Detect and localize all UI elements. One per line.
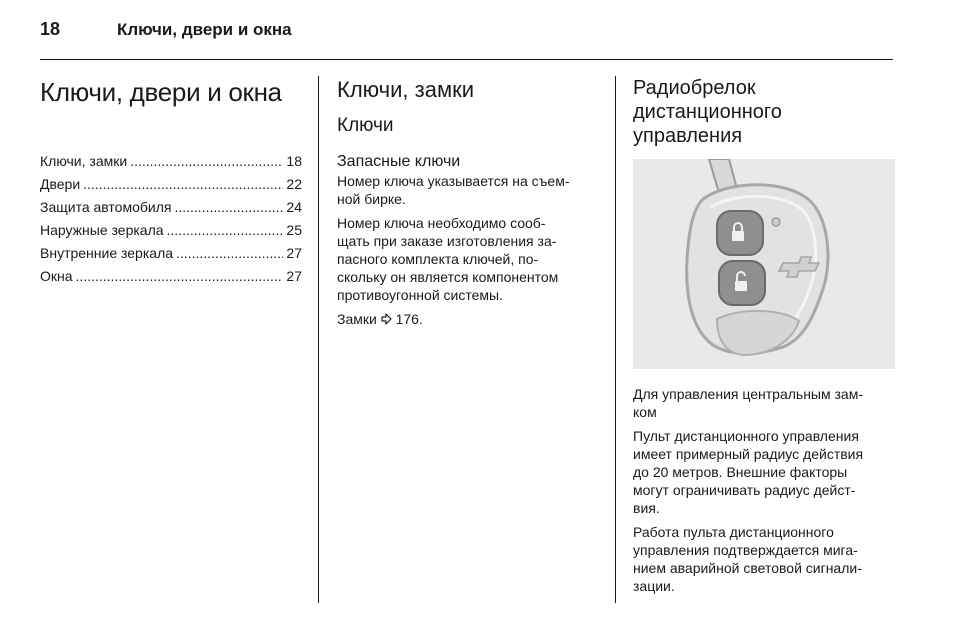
toc-entry-page: 25 [286,222,302,238]
body-paragraph: Номер ключа указывается на съем- ной бирке. [337,173,570,207]
toc-entry-label: Наружные зеркала [40,222,164,238]
column-chapter-contents [40,76,302,288]
cross-reference-page: 176. [395,311,423,327]
header-rule [40,59,893,60]
page-number: 18 [40,19,61,39]
section-title: Ключи, замки [337,77,475,102]
cross-reference-label: Замки [337,311,377,327]
toc-entry-page: 27 [286,245,302,261]
unlock-button [719,261,765,305]
cross-reference[interactable] [337,310,601,328]
subsection-title: Ключи [337,115,394,136]
toc-entry-label: Защита автомобиля [40,199,172,215]
body-paragraph: Для управления центральным зам- ком [633,386,863,420]
toc-entry-page: 22 [286,176,302,192]
remote-key-illustration [633,159,895,369]
toc-entry-page: 27 [286,268,302,284]
column-divider-1 [318,76,319,603]
toc-leader-dots [176,242,283,265]
toc-entry-label: Внутренние зеркала [40,245,174,261]
chapter-title: Ключи, двери и окна [40,77,282,107]
body-paragraph: Пульт дистанционного управления имеет примерный радиус действия до 20 метров. Внешние факторы могут ограничивать радиус дейст- вия. [633,428,864,516]
toc-entry[interactable] [40,150,302,173]
column-keys-locks [337,76,601,334]
toc-entry-page: 24 [286,199,302,215]
toc-entry-label: Двери [40,176,81,192]
toc-entry[interactable] [40,265,302,288]
key-fob-drawing [633,159,895,369]
toc-entry[interactable] [40,219,302,242]
toc-leader-dots [167,219,284,242]
arrow-reference-icon [381,313,392,325]
toc-leader-dots [76,265,284,288]
toc-entry[interactable] [40,173,302,196]
toc-entry[interactable] [40,242,302,265]
running-title: Ключи, двери и окна [117,20,292,39]
table-of-contents [40,150,302,288]
lock-button [717,211,763,255]
toc-entry[interactable] [40,196,302,219]
body-paragraph: Номер ключа необходимо сооб- щать при заказе изготовления за- пасного комплекта ключей, по- скольку он является компонентом противоугонной системы. [337,215,559,303]
column-divider-2 [615,76,616,603]
toc-leader-dots [174,196,283,219]
column-remote-control [633,76,895,601]
toc-leader-dots [83,173,283,196]
toc-leader-dots [130,150,283,173]
toc-entry-page: 18 [286,153,302,169]
section-title: Радиобрелок дистанционного управления [633,77,782,147]
toc-entry-label: Ключи, замки [40,153,128,169]
paragraph-title: Запасные ключи [337,153,461,170]
body-paragraph: Работа пульта дистанционного управления подтверждается мига- нием аварийной световой сигнали- зации. [633,524,862,594]
toc-entry-label: Окна [40,268,73,284]
body-text [633,385,895,595]
